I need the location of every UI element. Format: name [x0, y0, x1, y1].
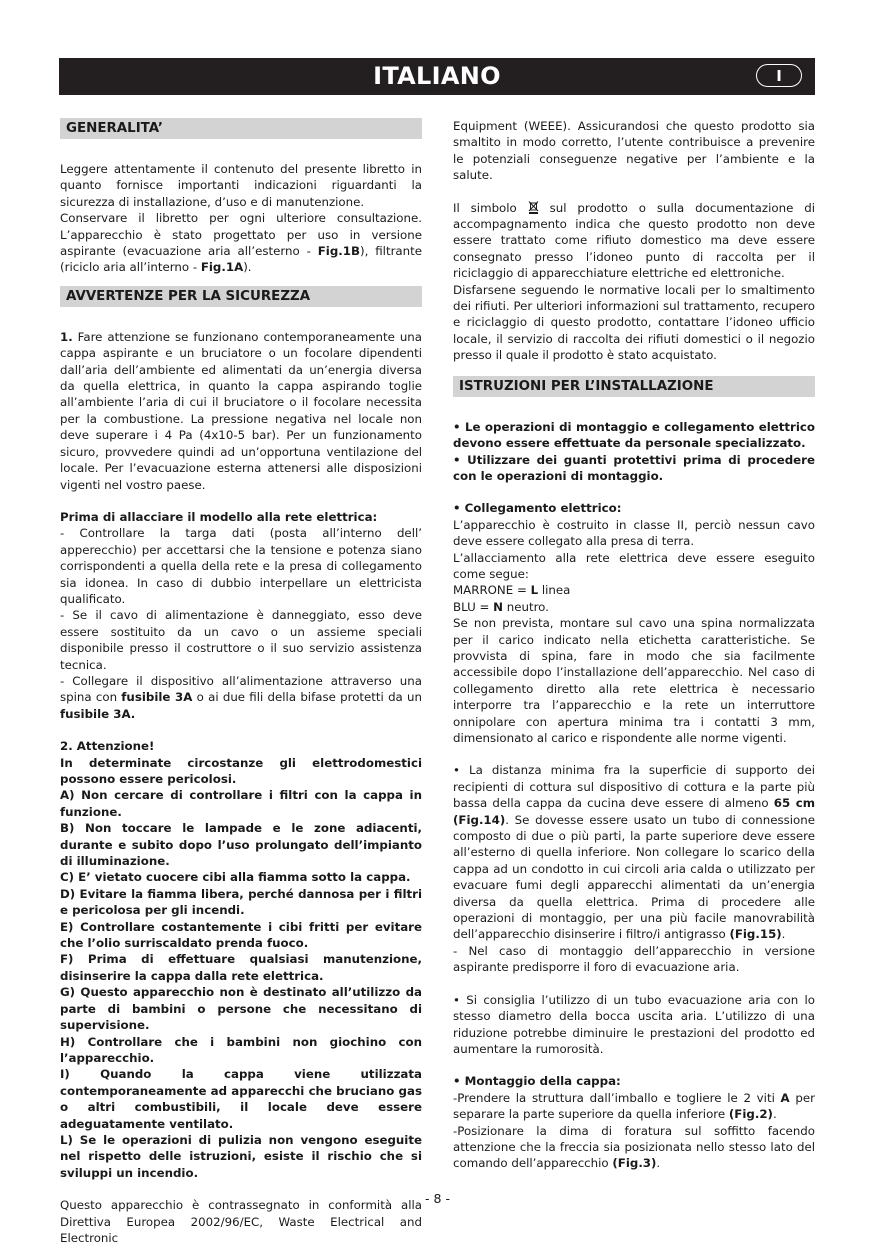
paragraph: Equipment (WEEE). Assicurandosi che questo prodotto sia smaltito in modo corretto, l’utente contribuisce a prevenire le potenziali conseguenze negative per l’ambiente e la salute. — [453, 119, 815, 183]
list-item: C) E’ vietato cuocere cibi alla fiamma sotto la cappa. — [60, 870, 411, 885]
subheading: • Montaggio della cappa: — [453, 1074, 621, 1089]
list-item: B) Non toccare le lampade e le zone adiacenti, durante e subito dopo l’uso prolungato dell’impianto di illuminazione. — [60, 821, 422, 869]
list-item: H) Controllare che i bambini non giochino con l’apparecchio. — [60, 1034, 422, 1065]
paragraph: 1. Fare attenzione se funzionano contemporaneamente una cappa aspirante e un bruciatore o un focolare dipendenti dall’aria dell’ambiente ed alimentati da un’energia diversa da quella elettrica, in quanto la cappa aspirando toglie all’ambiente l’aria di cui il bruciatore o il focolare necessita per la combustione. La pressione negativa nel locale non deve superare i 4 Pa (4x10-5 bar). Per un funzionamento sicuro, provvedere quindi ad un’opportuna ventilazione del locale. Per l’evacuazione esterna attenersi alle disposizioni vigenti nel vostro paese. — [60, 329, 423, 492]
paragraph: - Se il cavo di alimentazione è danneggiato, esso deve essere sostituito da un cavo o un assieme speciali disponibile presso il costruttore o il suo servizio assistenza tecnica. — [60, 608, 422, 672]
page-title: ITALIANO — [373, 62, 501, 90]
crossed-bin-icon — [528, 200, 539, 214]
list-item: A) Non cercare di controllare i filtri con la cappa in funzione. — [60, 788, 422, 819]
paragraph: L’allacciamento alla rete elettrica deve essere eseguito come segue: — [453, 550, 815, 581]
subheading: 2. Attenzione! — [60, 739, 155, 754]
paragraph: - Controllare la targa dati (posta all’interno dell’ apperecchio) per accettarsi che la tensione e potenza siano corrispondenti a quella della rete e la presa di collegamento sia idonea. In caso di dubbio interpellare un elettricista qualificato. — [60, 526, 422, 606]
list-item: I) Quando la cappa viene utilizzata contemporaneamente ad apparecchi che bruciano gas o altri combustibili, il locale deve essere adeguatamente ventilato. — [60, 1067, 422, 1131]
subheading: Prima di allacciare il modello alla rete elettrica: — [60, 509, 378, 524]
paragraph: Leggere attentamente il contenuto del presente libretto in quanto fornisce importanti indicazioni riguardanti la sicurezza di installazione, d’uso e di manutenzione. — [60, 162, 422, 209]
paragraph: Disfarsene seguendo le normative locali per lo smaltimento dei rifiuti. Per ulteriori informazioni sul trattamento, recupero e riciclaggio di questo prodotto, contattare l’idoneo ufficio locale, il servizio di raccolta dei rifiuti domestici o il negozio presso il quale il prodotto è stato acquistato. — [453, 282, 815, 363]
paragraph: Il simbolo sul prodotto o sulla documentazione di accompagnamento indica che questo prodotto non deve essere trattato come rifiuto domestico ma deve essere consegnato presso l’idoneo punto di raccolta per il riciclaggio di apparecchiature elettriche ed elettroniche. — [453, 200, 815, 281]
paragraph: Se non prevista, montare sul cavo una spina normalizzata per il carico indicato nella etichetta caratteristiche. Se provvista di spina, fare in modo che sia facilmente accessibile dopo l’installazione dell’apparecchio. Nel caso di collegamento diretto alla rete elettrica è necessario interporre tra l’apparecchio e la rete un interruttore onnipolare con apertura minima tra i contatti 3 mm, dimensionato al carico e rispondente alle norme vigenti. — [453, 616, 815, 745]
paragraph: Conservare il libretto per ogni ulteriore consultazione. L’apparecchio è stato progettato per uso in versione aspirante (evacuazione aria all’esterno - Fig.1B), filtrante (riciclo aria all’interno - Fig.1A). — [60, 211, 423, 275]
paragraph: - Nel caso di montaggio dell’apparecchio in versione aspirante predisporre il foro di evacuazione aria. — [453, 943, 815, 975]
paragraph: • Utilizzare dei guanti protettivi prima di procedere con le operazioni di montaggio. — [453, 452, 815, 483]
paragraph: -Posizionare la dima di foratura sul soffitto facendo attenzione che la freccia sia posizionata nello stesso lato del comando dell’apparecchio (Fig.3). — [453, 1123, 815, 1171]
paragraph: • La distanza minima fra la superficie di supporto dei recipienti di cottura sul dispositivo di cottura e la parte più bassa della cappa da cucina deve essere di almeno 65 cm (Fig.14). Se dovesse essere usato un tubo di connessione composto di due o più parti, la parte superiore deve essere all’esterno di quella inferiore. Non collegare lo scarico della cappa ad un condotto in cui circoli aria calda o utilizzato per evacuare fumi degli apparecchi alimentati da un’energia diversa da quella elettrica. Prima di procedere alle operazioni di montaggio, per una più facile manovrabilità dell’apparecchio disinserire i filtro/i antigrasso (Fig.15). — [453, 763, 815, 942]
section-heading-avvertenze: AVVERTENZE PER LA SICUREZZA — [60, 286, 422, 307]
wire-neutral: BLU = N neutro. — [453, 599, 549, 614]
section-heading-generalita: GENERALITA’ — [60, 118, 422, 139]
paragraph: L’apparecchio è costruito in classe II, perciò nessun cavo deve essere collegato alla presa di terra. — [453, 517, 815, 549]
language-code-badge: I — [756, 64, 802, 87]
paragraph: • Si consiglia l’utilizzo di un tubo evacuazione aria con lo stesso diametro della bocca uscita aria. L’utilizzo di una riduzione potrebbe diminuire le prestazioni del prodotto ed aumentare la rumorosità. — [453, 992, 815, 1056]
list-item: G) Questo apparecchio non è destinato all’utilizzo da parte di bambini o persone che necessitano di supervisione. — [60, 985, 422, 1033]
paragraph: Questo apparecchio è contrassegnato in conformità alla Direttiva Europea 2002/96/EC, Waste Electrical and Electronic — [60, 1198, 422, 1245]
page-number: - 8 - — [425, 1191, 450, 1206]
paragraph: • Le operazioni di montaggio e collegamento elettrico devono essere effettuate da personale specializzato. — [453, 419, 815, 451]
section-heading-istruzioni: ISTRUZIONI PER L’INSTALLAZIONE — [453, 376, 815, 397]
wire-line: MARRONE = L linea — [453, 583, 571, 598]
list-item: F) Prima di effettuare qualsiasi manutenzione, disinserire la cappa dalla rete elettrica. — [60, 952, 422, 983]
right-column — [453, 118, 815, 1172]
list-item: E) Controllare costantemente i cibi fritti per evitare che l’olio surriscaldato prenda fuoco. — [60, 919, 422, 951]
paragraph: -Prendere la struttura dall’imballo e togliere le 2 viti A per separare la parte superiore da quella inferiore (Fig.2). — [453, 1090, 815, 1122]
list-item: L) Se le operazioni di pulizia non vengono eseguite nel rispetto delle istruzioni, esiste il rischio che si sviluppi un incendio. — [60, 1132, 422, 1180]
language-banner — [59, 58, 815, 95]
paragraph: In determinate circostanze gli elettrodomestici possono essere pericolosi. — [60, 755, 422, 786]
subheading: • Collegamento elettrico: — [453, 501, 622, 516]
paragraph: - Collegare il dispositivo all’alimentazione attraverso una spina con fusibile 3A o ai due fili della bifase protetti da un fusibile 3A. — [60, 673, 422, 721]
list-item: D) Evitare la fiamma libera, perché dannosa per i filtri e pericolosa per gli incendi. — [60, 886, 422, 918]
left-column — [60, 118, 422, 1246]
